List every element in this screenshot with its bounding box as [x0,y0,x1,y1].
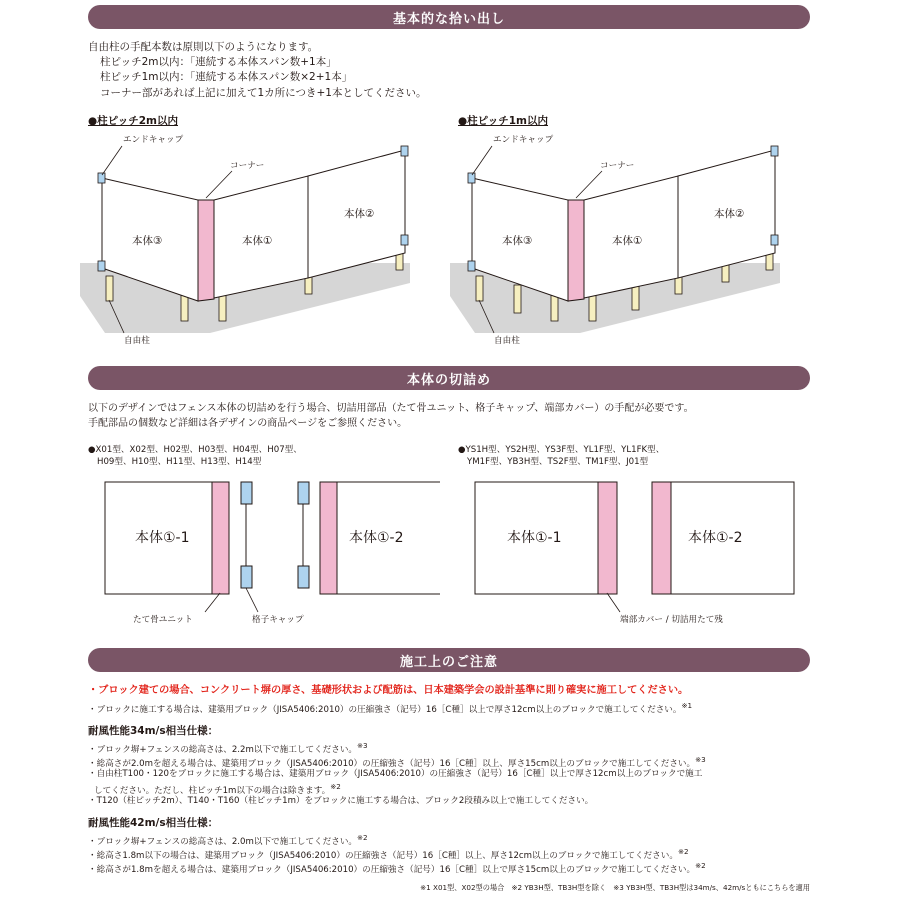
diagram-title-1m: ●柱ピッチ1m以内 [458,115,548,127]
intro-rule-1m: 柱ピッチ1m以内：「連続する本体スパン数×2+1本」 [100,71,353,83]
intro-text: 自由柱の手配本数は原則以下のようになります。 [88,41,319,53]
note-34-3a: ・自由柱T100・120をブロックに施工する場合は、建築用ブロック（JISA5406:2010）の圧縮強さ（記号）16［C種］以上で厚さ12cm以上のブロックで施工 [88,769,703,779]
label-end-cover: 端部カバー / 切詰用たて残 [620,615,723,625]
label-free-post: 自由柱 [124,336,150,346]
cut-description-1: 以下のデザインではフェンス本体の切詰めを行う場合、切詰用部品（たて骨ユニット、格子キャップ、端部カバー）の手配が必要です。 [88,403,694,414]
intro-rule-corner: コーナー部があれば上記に加えて1カ所につき+1本としてください。 [100,87,427,99]
panel-body1-1: 本体①-1 [135,530,190,546]
label-end-cap: エンドキャップ [123,135,184,145]
label-body1: 本体① [242,235,273,247]
group-b-models-2: YM1F型、YB3H型、TS2F型、TM1F型、J01型 [467,457,649,467]
intro-rule-2m: 柱ピッチ2m以内：「連続する本体スパン数+1本」 [100,56,337,68]
section-banner-cut: 本体の切詰め [88,366,810,390]
section-banner-notes: 施工上のご注意 [88,648,810,672]
footnotes: ※1 X01型、X02型の場合 ※2 YB3H型、TB3H型を除く ※3 YB3H型、TB3H型は34m/s、42m/sともにこちらを適用 [420,883,810,892]
heading-42ms: 耐風性能42m/s相当仕様： [88,817,219,829]
group-a-models-1: ●X01型、X02型、H02型、H03型、H04型、H07型、 [88,445,302,455]
cut-description-2: 手配部品の個数など詳細は各デザインの商品ページをご参照ください。 [88,418,408,429]
fence-diagram-1m [450,128,810,348]
note-34-4: ・T120（柱ピッチ2m）、T140・T160（柱ピッチ1m）をブロックに施工する場合は、ブロック2段積み以上で施工してください。 [88,796,594,806]
note-42-1: ・ブロック塀+フェンスの総高さは、2.0m以下で施工してください。$^{※2}$ [88,833,368,847]
note-42-2: ・総高さ1.8m以下の場合は、建築用ブロック（JISA5406:2010）の圧縮強さ（記号）16［C種］以上、厚さ12cm以上のブロックで施工してください。$^{※2}$ [88,847,689,861]
note-block: ・ブロックに施工する場合は、建築用ブロック（JISA5406:2010）の圧縮強さ（記号）16［C種］以上で厚さ12cm以上のブロックで施工してください。$^{※1}$ [88,701,693,715]
group-a-models-2: H09型、H10型、H11型、H13型、H14型 [97,457,262,467]
note-34-2: ・総高さが2.0mを超える場合は、建築用ブロック（JISA5406:2010）の圧縮強さ（記号）16［C種］以上、厚さ15cm以上のブロックで施工してください。$^{※3}$ [88,755,706,769]
label-free-post: 自由柱 [494,336,520,346]
panel-body1-2: 本体①-2 [349,530,404,546]
note-red-warning: ・ブロック建ての場合、コンクリート塀の厚さ、基礎形状および配筋は、日本建築学会の設計基準に則り確実に施工してください。 [88,685,689,696]
label-body3: 本体③ [502,235,533,247]
label-body2: 本体② [714,208,745,220]
label-body2: 本体② [344,208,375,220]
heading-34ms: 耐風性能34m/s相当仕様： [88,725,219,737]
label-body1: 本体① [612,235,643,247]
label-corner: コーナー [600,161,635,171]
panel-body1-2: 本体①-2 [688,530,743,546]
note-42-3: ・総高さが1.8mを超える場合は、建築用ブロック（JISA5406:2010）の圧縮強さ（記号）16［C種］以上で厚さ15cm以上のブロックで施工してください。$^{※2}$ [88,861,706,875]
label-end-cap: エンドキャップ [493,135,554,145]
note-34-3b: してください。ただし、柱ピッチ1m以下の場合は除きます。$^{※2}$ [94,782,341,796]
label-vertical-unit: たて骨ユニット [133,615,193,625]
note-34-1: ・ブロック塀+フェンスの総高さは、2.2m以下で施工してください。$^{※3}$ [88,741,368,755]
group-b-models-1: ●YS1H型、YS2H型、YS3F型、YL1F型、YL1FK型、 [458,445,665,455]
label-corner: コーナー [230,161,265,171]
section-banner-basic: 基本的な拾い出し [88,5,810,29]
label-body3: 本体③ [132,235,163,247]
cut-diagram-b [470,478,810,626]
cut-diagram-a [100,478,440,626]
fence-diagram-2m [80,128,440,348]
label-lattice-cap: 格子キャップ [252,615,304,625]
panel-body1-1: 本体①-1 [507,530,562,546]
diagram-title-2m: ●柱ピッチ2m以内 [88,115,178,127]
